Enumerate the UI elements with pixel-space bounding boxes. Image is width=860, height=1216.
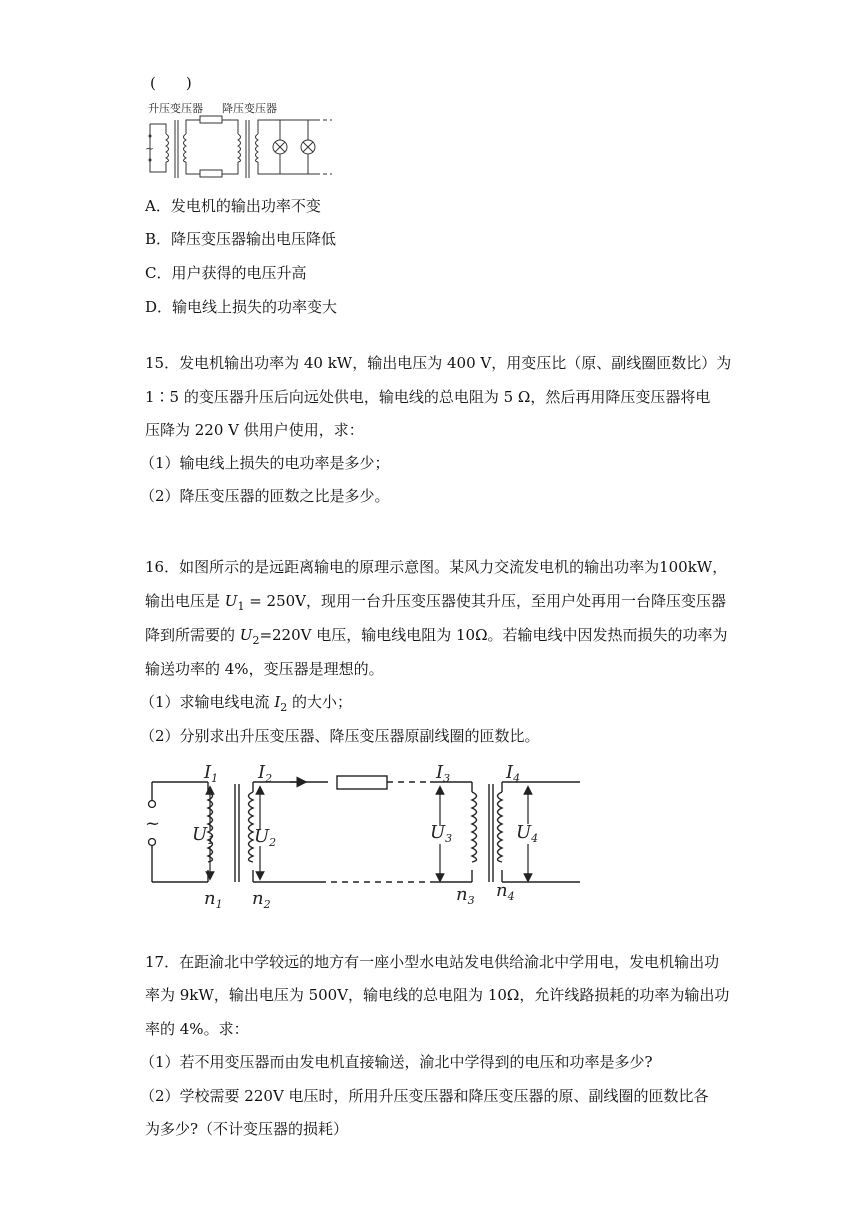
label-step-up-transformer: 升压变压器 (148, 102, 203, 115)
q15-line-3: 压降为 220 V 供用户使用，求： (145, 421, 364, 439)
q15-line-2: 1∶5 的变压器升压后向远处供电，输电线的总电阻为 5 Ω，然后再用降压变压器将电 (145, 388, 711, 406)
option-d[interactable]: D．输电线上损失的功率变大 (145, 298, 338, 316)
q16-sub-1: （1）求输电线电流 $I_2$ 的大小； (140, 693, 353, 714)
q17-line-3: 率的 4%。求： (145, 1020, 249, 1038)
q17-line-2: 率为 9kW，输出电压为 500V，输电线的总电阻为 10Ω，允许线路损耗的功率为输出功 (145, 986, 730, 1004)
option-a[interactable]: A．发电机的输出功率不变 (145, 197, 321, 215)
q16-sub-2: （2）分别求出升压变压器、降压变压器原副线圈的匝数比。 (140, 727, 540, 745)
q16-circuit-diagram (140, 758, 590, 910)
label-U4: $U_4$ (516, 822, 539, 845)
q17-sub-2: （2）学校需要 220V 电压时，所用升压变压器和降压变压器的原、副线圈的匝数比各 (140, 1087, 709, 1105)
label-step-down-transformer: 降压变压器 (222, 102, 277, 115)
ac-source-symbol: ~ (145, 142, 155, 155)
label-I1: $I_1$ (204, 762, 219, 785)
ac-source-symbol: ~ (145, 813, 161, 834)
q15-sub-1: （1）输电线上损失的电功率是多少； (140, 454, 390, 472)
q16-line-1: 16．如图所示的是远距离输电的原理示意图。某风力交流发电机的输出功率为100kW， (145, 558, 728, 576)
label-n1: $n_1$ (204, 888, 223, 910)
label-I3: $I_3$ (436, 762, 451, 785)
q16-line-3: 降到所需要的 $U_2=220V$ 电压，输电线电阻为 10Ω。若输电线中因发热而损失的功率为 (145, 626, 728, 647)
option-b[interactable]: B．降压变压器输出电压降低 (145, 230, 337, 248)
label-U3: $U_3$ (430, 822, 453, 845)
label-I4: $I_4$ (506, 762, 521, 785)
label-I2: $I_2$ (258, 762, 273, 785)
q17-sub-1: （1）若不用变压器而由发电机直接输送，渝北中学得到的电压和功率是多少? (140, 1053, 653, 1071)
answer-paren: ( ) (150, 74, 192, 92)
q17-line-1: 17．在距渝北中学较远的地方有一座小型水电站发电供给渝北中学用电，发电机输出功 (145, 953, 720, 971)
q17-sub-3: 为多少?（不计变压器的损耗） (145, 1120, 349, 1138)
label-n3: $n_3$ (456, 884, 475, 907)
label-n2: $n_2$ (252, 888, 271, 910)
q14-circuit-diagram (142, 100, 342, 180)
q16-line-4: 输送功率的 4%，变压器是理想的。 (145, 660, 384, 678)
q15-line-1: 15．发电机输出功率为 40 kW，输出电压为 400 V，用变压比（原、副线圈匝数比）为 (145, 354, 732, 372)
q16-line-2: 输出电压是 $U_1 = 250V$，现用一台升压变压器使其升压，至用户处再用一台降压变压器 (145, 592, 727, 613)
label-U2: $U_2$ (254, 826, 277, 849)
label-n4: $n_4$ (496, 880, 515, 903)
q15-sub-2: （2）降压变压器的匝数之比是多少。 (140, 487, 390, 505)
label-U1: $U_1$ (192, 824, 215, 847)
option-c[interactable]: C．用户获得的电压升高 (145, 264, 307, 282)
